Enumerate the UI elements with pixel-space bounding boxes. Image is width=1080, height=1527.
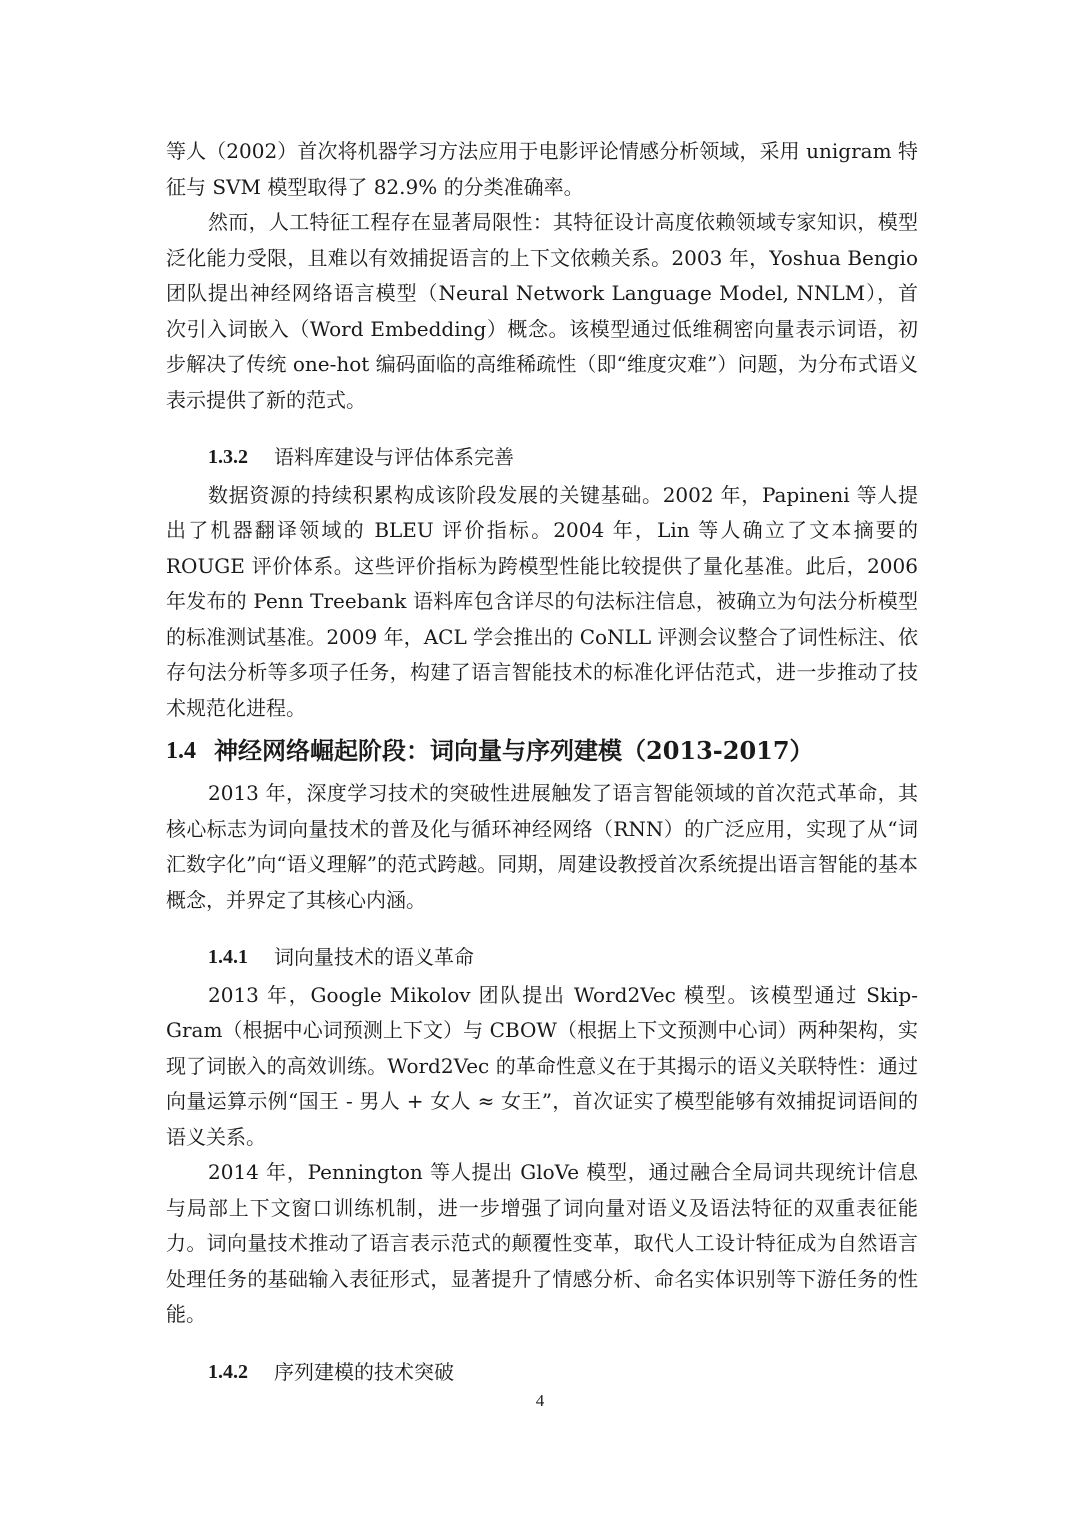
paragraph-1: 等人（2002）首次将机器学习方法应用于电影评论情感分析领域，采用 unigram 特征与 SVM 模型取得了 82.9% 的分类准确率。 — [166, 139, 918, 199]
heading-title: 神经网络崛起阶段：词向量与序列建模（2013-2017） — [214, 736, 814, 765]
paragraph-2: 然而，人工特征工程存在显著局限性：其特征设计高度依赖领域专家知识，模型泛化能力受限，且难以有效捕捉语言的上下文依赖关系。2003 年，Yoshua Bengio 团队提出神经网络语言模型（Neural Network Language Model, NNLM），首次引入词嵌入（Word Embedding）概念。该模型通过低维稠密向量表示词语，初步解决了传统 one-hot 编码面临的高维稀疏性（即“维度灾难”）问题，为分布式语义表示提供了新的范式。 — [166, 210, 918, 412]
heading-number: 1.3.2 — [208, 446, 248, 468]
paragraph-4: 2013 年，深度学习技术的突破性进展触发了语言智能领域的首次范式革命，其核心标志为词向量技术的普及化与循环神经网络（RNN）的广泛应用，实现了从“词汇数字化”向“语义理解”的范式跨越。同期，周建设教授首次系统提出语言智能的基本概念，并界定了其核心内涵。 — [166, 781, 918, 912]
heading-title: 序列建模的技术突破 — [274, 1359, 454, 1384]
page-body — [166, 134, 918, 1392]
heading-title: 词向量技术的语义革命 — [274, 945, 474, 969]
heading-number: 1.4.2 — [208, 1360, 248, 1383]
page-number: 4 — [535, 1391, 545, 1410]
paragraph-3: 数据资源的持续积累构成该阶段发展的关键基础。2002 年，Papineni 等人提出了机器翻译领域的 BLEU 评价指标。2004 年，Lin 等人确立了文本摘要的 ROUGE 评价体系。这些评价指标为跨模型性能比较提供了量化基准。此后，2006 年发布的 Penn Treebank 语料库包含详尽的句法标注信息，被确立为句法分析模型的标准测试基准。2009 年，ACL 学会推出的 CoNLL 评测会议整合了词性标注、依存句法分析等多项子任务，构建了语言智能技术的标准化评估范式，进一步推动了技术规范化进程。 — [166, 482, 918, 720]
heading-number: 1.4.1 — [208, 946, 248, 968]
heading-1-4-2 — [208, 1355, 918, 1391]
heading-number: 1.4 — [166, 738, 196, 764]
paragraph-6: 2014 年，Pennington 等人提出 GloVe 模型，通过融合全局词共现统计信息与局部上下文窗口训练机制，进一步增强了词向量对语义及语法特征的双重表征能力。词向量技术推动了语言表示范式的颠覆性变革，取代人工设计特征成为自然语言处理任务的基础输入表征形式，显著提升了情感分析、命名实体识别等下游任务的性能。 — [166, 1160, 918, 1326]
heading-title: 语料库建设与评估体系完善 — [274, 445, 514, 469]
heading-1-4 — [166, 732, 918, 770]
paragraph-5: 2013 年，Google Mikolov 团队提出 Word2Vec 模型。该模型通过 Skip-Gram（根据中心词预测上下文）与 CBOW（根据上下文预测中心词）两种架构，实现了词嵌入的高效训练。Word2Vec 的革命性意义在于其揭示的语义关联特性：通过向量运算示例“国王 - 男人 + 女人 ≈ 女王”，首次证实了模型能够有效捕捉词语间的语义关系。 — [166, 982, 918, 1149]
heading-1-4-1 — [208, 940, 918, 976]
heading-1-3-2 — [208, 440, 918, 476]
